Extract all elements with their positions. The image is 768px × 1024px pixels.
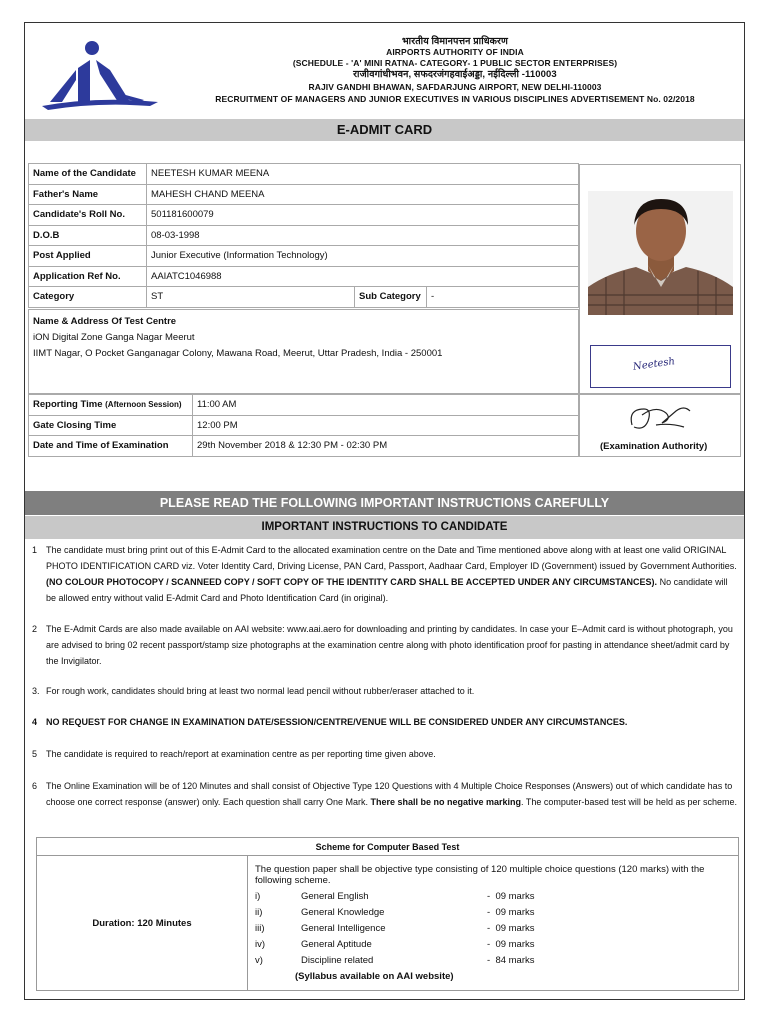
- recruitment-title: RECRUITMENT OF MANAGERS AND JUNIOR EXECUTIVES IN VARIOUS DISCIPLINES ADVERTISEMENT No. 02/2018: [215, 94, 695, 104]
- exam-time-value: 29th November 2018 & 12:30 PM - 02:30 PM: [193, 436, 579, 457]
- row-label: Candidate's Roll No.: [29, 205, 147, 226]
- scheme-row-subject: General English: [301, 891, 369, 902]
- scheme-row-subject: Discipline related: [301, 955, 374, 966]
- reporting-time-label: Reporting Time (Afternoon Session): [29, 395, 193, 416]
- instruction-item: [32, 746, 738, 762]
- scheme-row-marks: - 09 marks: [487, 891, 535, 902]
- hindi-address: राजीवगांधीभवन, सफदरजंगहवाईअड्डा, नईदिल्ली -110003: [353, 69, 557, 80]
- row-label: Post Applied: [29, 246, 147, 267]
- instruction-number: 6: [32, 781, 38, 791]
- table-row: [29, 415, 579, 436]
- table-row: [29, 225, 579, 246]
- reporting-time-value: 11:00 AM: [193, 395, 579, 416]
- post-applied: Junior Executive (Information Technology): [147, 246, 579, 267]
- category-value: ST: [147, 287, 355, 308]
- father-name: MAHESH CHAND MEENA: [147, 184, 579, 205]
- instruction-text: The candidate is required to reach/report at examination centre as per reporting time given above.: [46, 749, 436, 759]
- instruction-item: [32, 778, 738, 810]
- scheme-row-num: ii): [255, 907, 263, 918]
- instruction-item: [32, 621, 738, 669]
- row-label: Application Ref No.: [29, 266, 147, 287]
- scheme-row-marks: - 84 marks: [487, 955, 535, 966]
- scheme-details: [255, 864, 733, 982]
- scheme-row-num: iv): [255, 939, 266, 950]
- candidate-signature-box: [590, 345, 731, 388]
- date-of-birth: 08-03-1998: [147, 225, 579, 246]
- table-row: [29, 164, 579, 185]
- scheme-row-marks: - 09 marks: [487, 923, 535, 934]
- table-row: [29, 266, 579, 287]
- address-label: Name & Address Of Test Centre: [33, 316, 177, 327]
- row-label: Category: [29, 287, 147, 308]
- table-row: [29, 246, 579, 267]
- instruction-number: 3.: [32, 686, 40, 696]
- scheme-row-num: i): [255, 891, 261, 902]
- photo-container: [579, 164, 741, 394]
- authority-signature-box: [579, 394, 741, 457]
- instructions-subtitle: IMPORTANT INSTRUCTIONS TO CANDIDATE: [25, 516, 744, 539]
- test-centre-address: [28, 309, 579, 394]
- exam-time-label: Date and Time of Examination: [29, 436, 193, 457]
- table-row: [29, 184, 579, 205]
- scheme-duration: Duration: 120 Minutes: [37, 856, 248, 991]
- scheme-syllabus-note: (Syllabus available on AAI website): [295, 971, 454, 982]
- scheme-row-subject: General Aptitude: [301, 939, 372, 950]
- row-label: Father's Name: [29, 184, 147, 205]
- instruction-number: 1: [32, 545, 38, 555]
- candidate-details-table: [28, 163, 579, 308]
- org-address: RAJIV GANDHI BHAWAN, SAFDARJUNG AIRPORT, NEW DELHI-110003: [308, 82, 602, 92]
- scheme-row-marks: - 09 marks: [487, 907, 535, 918]
- centre-address: IIMT Nagar, O Pocket Ganganagar Colony, Mawana Road, Meerut, Uttar Pradesh, India - 250001: [33, 348, 443, 359]
- roll-number: 501181600079: [147, 205, 579, 226]
- gate-closing-value: 12:00 PM: [193, 415, 579, 436]
- authority-label: (Examination Authority): [600, 441, 708, 452]
- instruction-text: NO REQUEST FOR CHANGE IN EXAMINATION DATE/SESSION/CENTRE/VENUE WILL BE CONSIDERED UNDER ANY CIRCUMSTANCES.: [46, 717, 628, 727]
- centre-name: iON Digital Zone Ganga Nagar Meerut: [33, 332, 195, 343]
- scheme-row-subject: General Knowledge: [301, 907, 385, 918]
- instruction-item: [32, 542, 738, 606]
- candidate-signature: Neetesh: [632, 356, 676, 373]
- table-row: [29, 205, 579, 226]
- hindi-org-name: भारतीय विमानपत्तन प्राधिकरण: [402, 36, 508, 47]
- timing-table: [28, 394, 579, 457]
- instruction-number: 4: [32, 717, 38, 727]
- authority-signature-icon: [626, 401, 696, 437]
- instruction-text: The candidate must bring print out of this E-Admit Card to the allocated examination centre on the Date and Time mentioned above along with at least one valid ORIGINAL PHOTO IDENTIFICATION CARD viz. Voter Identity Card, Driving License, PAN Card, Passport, Aadhaar Card, Employer ID (Government) issued by Government Authorities. (NO COLOUR PHOTOCOPY / SCANNEED COPY / SOFT COPY OF THE IDENTITY CARD SHALL BE ACCEPTED UNDER ANY CIRCUMSTANCES). No candidate will be allowed entry without valid E-Admit Card and Photo Identification Card (in original).: [46, 545, 737, 603]
- sub-category-label: Sub Category: [355, 287, 427, 308]
- instruction-number: 5: [32, 749, 38, 759]
- instruction-item: [32, 714, 738, 730]
- scheme-title: Scheme for Computer Based Test: [37, 838, 738, 856]
- gate-closing-label: Gate Closing Time: [29, 415, 193, 436]
- row-label: Name of the Candidate: [29, 164, 147, 185]
- exam-scheme-table: [36, 837, 739, 991]
- scheme-row-num: v): [255, 955, 263, 966]
- page-title: E-ADMIT CARD: [25, 119, 744, 141]
- instruction-text: The E-Admit Cards are also made available on AAI website: www.aai.aero for downloading and printing by candidates. In case your E–Admit card is without photograph, you are advised to bring 02 recent passport/stamp size photographs at the examination centre along with photo identification proof for pasting in attendance sheet/admit card by the Invigilator.: [46, 624, 733, 666]
- scheme-row-num: iii): [255, 923, 265, 934]
- scheme-intro: The question paper shall be objective type consisting of 120 multiple choice questions (120 marks) with the following scheme.: [255, 864, 705, 886]
- row-label: D.O.B: [29, 225, 147, 246]
- scheme-row-subject: General Intelligence: [301, 923, 386, 934]
- org-name: AIRPORTS AUTHORITY OF INDIA: [386, 47, 524, 57]
- table-row: [29, 395, 579, 416]
- instruction-number: 2: [32, 624, 38, 634]
- candidate-photo: [588, 191, 733, 315]
- aai-logo-icon: [38, 40, 160, 116]
- instruction-item: [32, 683, 738, 699]
- instruction-text: The Online Examination will be of 120 Minutes and shall consist of Objective Type 120 Questions with 4 Multiple Choice Responses (Answers) out of which candidate has to choose one correct response (answer) only. Each question shall carry One Mark. There shall be no negative marking. The computer-based test will be held as per scheme.: [46, 781, 737, 807]
- table-row: [29, 436, 579, 457]
- org-schedule: (SCHEDULE - 'A' MINI RATNA- CATEGORY- 1 PUBLIC SECTOR ENTERPRISES): [292, 58, 618, 68]
- application-ref: AAIATC1046988: [147, 266, 579, 287]
- instructions-banner: PLEASE READ THE FOLLOWING IMPORTANT INSTRUCTIONS CAREFULLY: [25, 491, 744, 515]
- scheme-row-marks: - 09 marks: [487, 939, 535, 950]
- table-row: [29, 287, 579, 308]
- instruction-text: For rough work, candidates should bring at least two normal lead pencil without rubber/eraser attached to it.: [46, 686, 475, 696]
- sub-category-value: -: [427, 287, 579, 308]
- candidate-name: NEETESH KUMAR MEENA: [147, 164, 579, 185]
